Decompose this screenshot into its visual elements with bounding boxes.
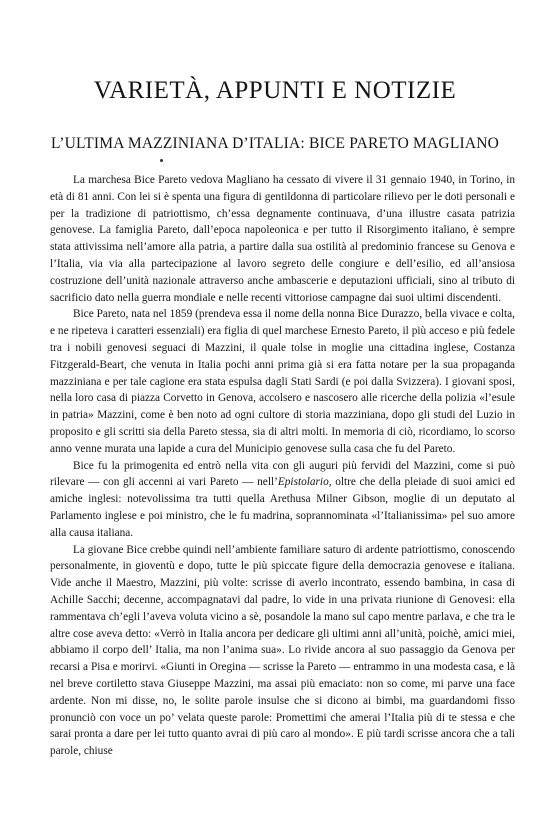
- paragraph-2: Bice Pareto, nata nel 1859 (prendeva essa il nome della nonna Bice Durazzo, bella vivace e colta, e ne ripeteva i caratteri essenziali) era figlia di quel marchese Ernesto Pareto, il più acceso e più fedele tra i nobili genovesi seguaci di Mazzini, il quale tolse in moglie una cittadina inglese, Costanza Fitzgerald-Beart, che venuta in Italia pochi anni prima già si era fatta notare per la sua propaganda mazziniana e per tale cagione era stata espulsa dagli Stati Sardi (e poi dalla Svizzera). I giovani sposi, nella loro casa di piazza Corvetto in Genova, accolsero e nascosero alle ricerche della polizia «l’esule in patria» Mazzini, come è ben noto ad ogni cultore di storia mazziniana, dopo gli studi del Luzio in proposito e gli scritti sia della Pareto stessa, sia di altri molti. In memoria di ciò, ricordiamo, lo scorso anno venne murata una lapide a cura del Municipio genovese sulla casa che fu del Pareto.: [50, 308, 515, 455]
- article-body: [50, 172, 515, 760]
- epistolario-title: Epistolario,: [277, 476, 332, 489]
- paragraph-3-start: Bice fu la primogenita ed entrò nella vita con gli auguri più fervidi del Mazzini, come si può rilevare — con gli accenni ai vari Pareto — nell’: [50, 459, 515, 489]
- paragraph-3: [50, 458, 515, 542]
- paragraph-3-end: oltre che della pleiade di suoi amici ed amiche inglesi: notevolissima tra tutti quella Arethusa Milner Gibson, moglie di un deputato al Parlamento inglese e poi ministro, che le fu madrina, soprannominata «l’Italianissima» pel suo amore alla causa italiana.: [50, 476, 516, 539]
- section-title: VARIETÀ, APPUNTI E NOTIZIE: [93, 77, 457, 104]
- article-title: L’ULTIMA MAZZINIANA D’ITALIA: BICE PARETO MAGLIANO: [50, 135, 500, 152]
- paragraph-1: La marchesa Bice Pareto vedova Magliano ha cessato di vivere il 31 gennaio 1940, in Torino, in età di 81 anni. Con lei si è spenta una figura di gentildonna di particolare rilievo per le doti personali e per la tradizione di patriottismo, ch’essa degnamente continuava, d’una illustre casata patrizia genovese. La famiglia Pareto, dall’epoca napoleonica e per tutto il Risorgimento italiano, è sempre stata attivissima nell’amore alla patria, a partire dalla sua ostilità al predominio francese su Genova e l’Italia, via via alla partecipazione al lavoro segreto delle congiure e dell’esilio, ed all’ansiosa costruzione dell’unità nazionale attraverso anche ambascerie e deputazioni ufficiali, sino al tributo di sacrificio dato nella guerra mondiale e nelle recenti vittoriose campagne dai suoi ultimi discendenti.: [50, 174, 515, 304]
- ink-speck: [160, 159, 163, 162]
- paragraph-4: La giovane Bice crebbe quindi nell’ambiente familiare saturo di ardente patriottismo, conoscendo personalmente, in gioventù e dopo, tutte le più spiccate figure della democrazia genovese e italiana. Vide anche il Maestro, Mazzini, più volte: scrisse di averlo incontrato, essendo bambina, in casa di Achille Sacchi; decenne, accompagnatavi dal padre, lo vide in una privata riunione di Genovesi: ella rammentava ch’egli l’aveva voluta vicino a sè, posandole la mano sul capo mentre parlava, e che tra le altre cose aveva detto: «Verrò in Italia ancora per dedicare gli ultimi anni all’unità, poichè, amici miei, abbiamo il corpo dell’ Italia, ma non l’anima sua». Lo rivide ancora al suo passaggio da Genova per recarsi a Pisa e morirvi. «Giunti in Oregina — scrisse la Pareto — entrammo in una modesta casa, e là nel breve cortiletto stava Giuseppe Mazzini, ma assai più emaciato: non so come, mi parve una face ardente. Non mi disse, no, le solite parole insulse che si dicono ai bimbi, ma guardandomi fisso pronunciò con voce un po’ velata queste parole: Promettimi che amerai l’Italia più di te stessa e che sarai pronta a dare per lei tutto quanto avrai di più caro al mondo». E più tardi scrisse ancora che a tali parole, chiuse: [50, 543, 515, 758]
